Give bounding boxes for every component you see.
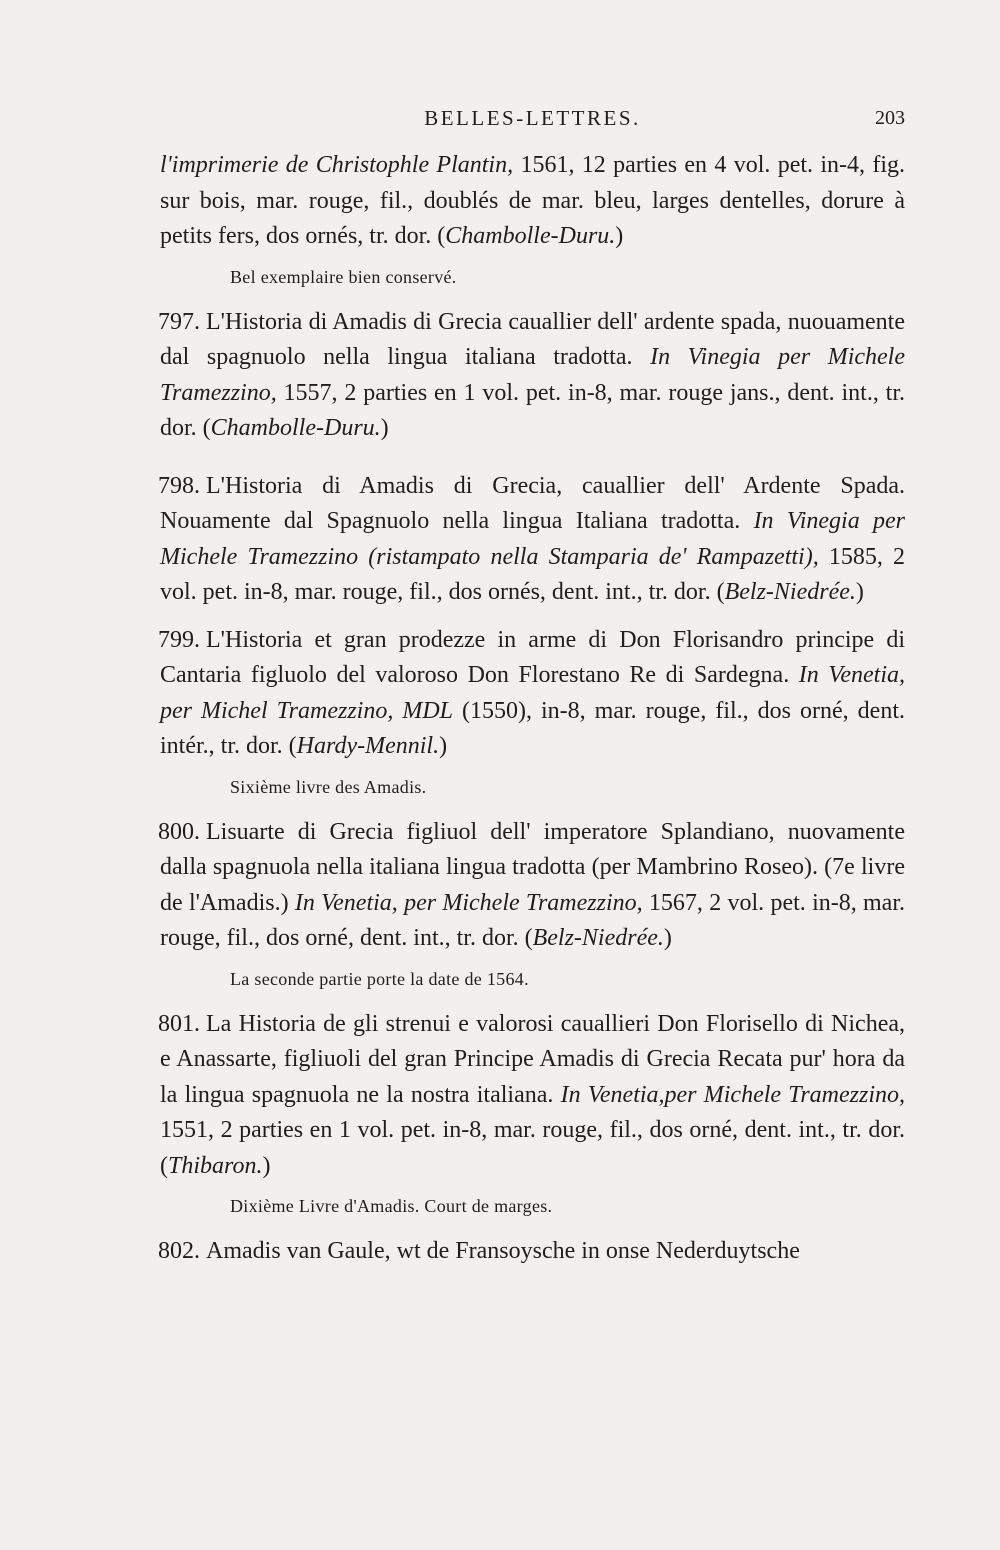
catalog-entry-799	[160, 623, 905, 765]
continuation-paragraph	[160, 148, 905, 255]
spacer	[160, 447, 905, 469]
body-text	[160, 148, 905, 1270]
text-run: )	[663, 925, 672, 951]
text-run: )	[615, 223, 624, 249]
entry-number: 798.	[158, 472, 200, 499]
catalog-entry-800	[160, 815, 905, 957]
italic-text: Thibaron.	[168, 1152, 263, 1179]
italic-text: In Venetia, per Michel Tramezzino, MDL	[160, 662, 905, 724]
text-run: )	[262, 1152, 271, 1179]
text-run: 1557, 2 parties en 1 vol. pet. in-8, mar. rouge jans., dent. int., tr. dor. (	[160, 379, 905, 441]
entry-note: Bel exemplaire bien conservé.	[230, 266, 457, 287]
entry-number: 800.	[158, 818, 200, 845]
entry-note: Dixième Livre d'Amadis. Court de marges.	[230, 1196, 553, 1216]
text-run: 1561, 12 parties en 4 vol. pet. in-4, fig. sur bois, mar. rouge, fil., doublés de mar. bleu, larges dentelles, dorure à petits fers, dos ornés, tr. dor. (	[160, 152, 905, 249]
text-run: L'Historia di Amadis di Grecia, cauallier dell' Ardente Spada. Nouamente dal Spagnuolo nella lingua Italiana tradotta.	[160, 472, 905, 534]
text-run: )	[439, 733, 448, 759]
italic-text: In Venetia,per Michele Tramezzino,	[560, 1081, 906, 1108]
text-run: 1551, 2 parties en 1 vol. pet. in-8, mar. rouge, fil., dos orné, dent. int., tr. dor. (	[160, 1117, 905, 1179]
italic-text: l'imprimerie de Christophle Plantin,	[160, 152, 514, 178]
spacer	[160, 611, 905, 623]
italic-text: In Venetia, per Michele Tramezzino,	[294, 889, 643, 916]
page-header	[160, 106, 905, 136]
entry-number: 802.	[158, 1238, 200, 1264]
text-run: )	[380, 415, 389, 441]
page-number: 203	[875, 107, 905, 129]
entry-note: Sixième livre des Amadis.	[230, 776, 427, 797]
entry-note: La seconde partie porte la date de 1564.	[230, 968, 529, 989]
italic-text: Chambolle-Duru.	[445, 223, 616, 249]
text-run: 1567, 2 vol. pet. in-8, mar. rouge, fil., dos orné, dent. int., tr. dor. (	[160, 889, 906, 951]
text-run: L'Historia di Amadis di Grecia cauallier dell' ardente spada, nuouamente dal spagnuolo nella lingua italiana tradotta.	[160, 308, 905, 370]
catalog-entry-798	[160, 469, 905, 611]
catalog-entry-802	[160, 1234, 905, 1270]
catalog-entry-797	[160, 305, 905, 447]
text-run: )	[855, 579, 864, 605]
catalog-entry-801	[160, 1007, 905, 1185]
italic-text: Belz-Niedrée.	[724, 579, 856, 605]
italic-text: In Vinegia per Michele Tramezzino,	[160, 344, 906, 406]
entry-number: 801.	[158, 1010, 200, 1037]
italic-text: In Vinegia per Michele Tramezzino (ristampato nella Stamparia de' Rampazetti),	[160, 508, 906, 570]
italic-text: Chambolle-Duru.	[210, 415, 381, 441]
entry-number: 797.	[158, 308, 200, 335]
text-run: L'Historia et gran prodezze in arme di Don Florisandro principe di Cantaria figluolo del valoroso Don Florestano Re di Sardegna.	[160, 626, 905, 688]
text-run: Amadis van Gaule, wt de Fransoysche in onse Nederduytsche	[206, 1238, 800, 1264]
text-run: (1550), in-8, mar. rouge, fil., dos orné, dent. intér., tr. dor. (	[160, 697, 905, 759]
italic-text: Hardy-Mennil.	[296, 733, 440, 759]
entry-number: 799.	[158, 626, 200, 653]
text-run: 1585, 2 vol. pet. in-8, mar. rouge, fil., dos ornés, dent. int., tr. dor. (	[160, 543, 905, 605]
italic-text: Belz-Niedrée.	[532, 925, 664, 951]
running-head: BELLES-LETTRES.	[424, 106, 641, 130]
text-run: La Historia de gli strenui e valorosi cauallieri Don Florisello di Nichea, e Anassarte, figliuoli del gran Principe Amadis di Grecia Recata pur' hora da la lingua spagnuola ne la nostra italiana.	[160, 1010, 905, 1108]
text-run: Lisuarte di Grecia figliuol dell' imperatore Splandiano, nuovamente dalla spagnuola nella italiana lingua tradotta (per Mambrino Roseo). (7e livre de l'Amadis.)	[160, 818, 905, 916]
